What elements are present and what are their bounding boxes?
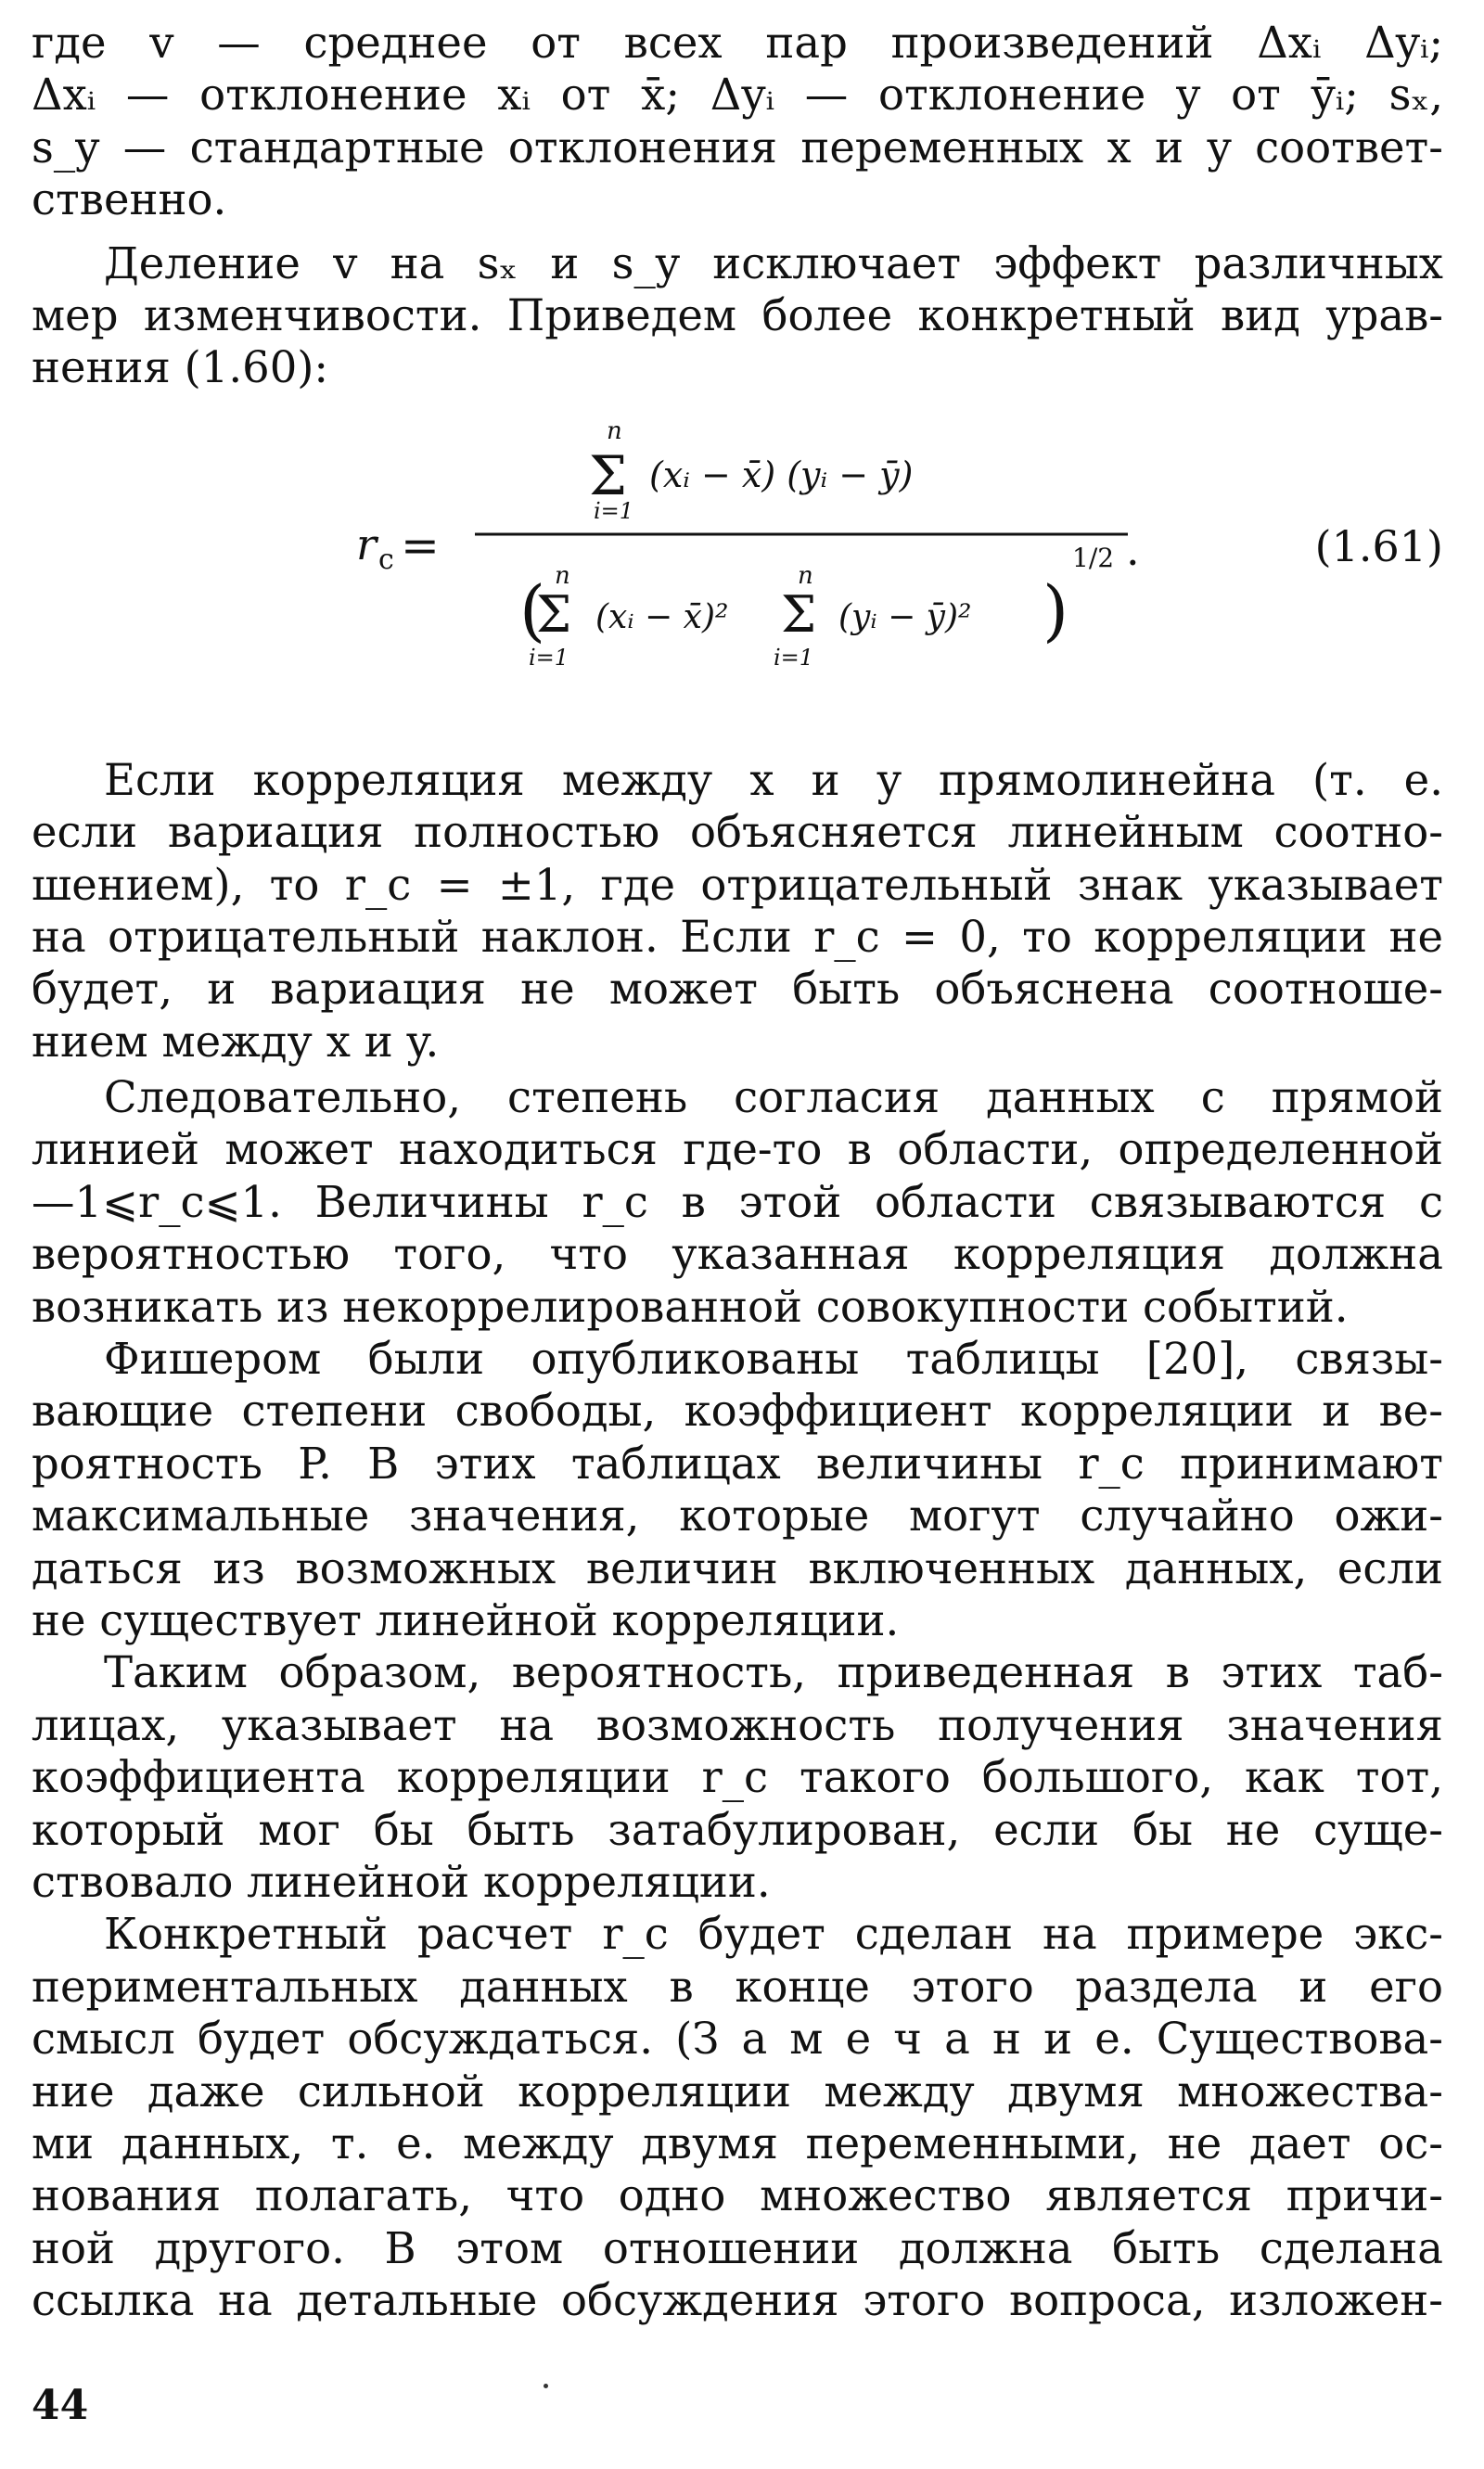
num-sum-lower: i=1 — [594, 497, 634, 524]
formula-lhs: r — [356, 518, 377, 569]
equation-number: (1.61) — [1314, 520, 1443, 571]
text-line: Δxᵢ — отклонение xᵢ от x̄; Δyᵢ — отклонение y от ȳᵢ; sₓ, — [32, 70, 1443, 121]
den-paren-open: ( — [519, 570, 546, 649]
formula-dot: . — [1126, 524, 1140, 575]
text-line: не существует линейной корреляции. — [32, 1594, 900, 1645]
text-line: лицах, указывает на возможность получения значения — [32, 1699, 1443, 1750]
formula-1-61 — [32, 402, 1443, 728]
text-line: вероятностью того, что указанная корреляция должна — [32, 1229, 1443, 1280]
text-line: Если корреляция между x и y прямолинейна (т. е. — [104, 754, 1443, 805]
text-line: если вариация полностью объясняется линейным соотно- — [32, 807, 1443, 858]
formula-svg — [32, 402, 1443, 728]
text-line: который мог бы быть затабулирован, если бы не суще- — [32, 1804, 1443, 1855]
text-line: периментальных данных в конце этого раздела и его — [32, 1961, 1443, 2012]
text-line: роятность P. В этих таблицах величины r_c принимают — [32, 1438, 1443, 1489]
paragraph-1 — [32, 17, 1443, 226]
paragraph-3 — [32, 754, 1443, 1068]
formula-exponent: 1/2 — [1072, 542, 1115, 573]
paragraph-4 — [32, 1071, 1443, 1333]
text-line: Конкретный расчет r_c будет сделан на примере экс- — [104, 1909, 1443, 1960]
paragraph-6 — [32, 1646, 1443, 1908]
text-line: шением), то r_c = ±1, где отрицательный знак указывает — [32, 859, 1443, 910]
text-line: максимальные значения, которые могут случайно ожи- — [32, 1490, 1443, 1542]
text-line: s_y — стандартные отклонения переменных x и y соответ- — [32, 122, 1443, 173]
text-line: будет, и вариация не может быть объяснена соотноше- — [32, 964, 1443, 1015]
text-line: нования полагать, что одно множество является причи- — [32, 2170, 1443, 2221]
text-line: Таким образом, вероятность, приведенная в этих таб- — [104, 1647, 1443, 1698]
den-term-2: (yᵢ − ȳ)² — [838, 597, 972, 636]
text-line: ссылка на детальные обсуждения этого вопроса, изложен- — [32, 2275, 1443, 2326]
text-line: Деление v на sₓ и s_y исключает эффект различных — [104, 237, 1443, 288]
text-line: коэффициента корреляции r_c такого большого, как тот, — [32, 1752, 1443, 1803]
text-line: Следовательно, степень согласия данных с прямой — [104, 1072, 1443, 1123]
text-line: на отрицательный наклон. Если r_c = 0, то корреляции не — [32, 911, 1443, 962]
text-line: ствовало линейной корреляции. — [32, 1856, 771, 1907]
text-line: Фишером были опубликованы таблицы [20], связы- — [104, 1334, 1443, 1385]
page-content — [32, 17, 1443, 2326]
text-line: нием между x и y. — [32, 1016, 440, 1067]
paragraph-5 — [32, 1333, 1443, 1646]
page-number: 44 — [32, 2382, 89, 2429]
text-line: ственно. — [32, 174, 227, 225]
formula-lhs-sub: c — [378, 543, 394, 576]
den-sum1-lower: i=1 — [529, 644, 569, 671]
text-line: ми данных, т. е. между двумя переменными, не дает ос- — [32, 2117, 1443, 2168]
den-sum1-sigma: Σ — [536, 584, 572, 644]
den-term-1: (xᵢ − x̄)² — [595, 597, 729, 636]
formula-numerator: (xᵢ − x̄) (yᵢ − ȳ) — [649, 454, 914, 495]
text-line: мер изменчивости. Приведем более конкретный вид урав- — [32, 289, 1443, 340]
den-sum2-upper: n — [798, 561, 813, 590]
formula-equals: = — [401, 518, 440, 572]
num-sum-upper: n — [607, 416, 622, 445]
text-line: смысл будет обсуждаться. (З а м е ч а н и е. Существова- — [32, 2014, 1443, 2065]
text-line: даться из возможных величин включенных данных, если — [32, 1542, 1443, 1593]
text-line: где v — среднее от всех пар произведений Δxᵢ Δyᵢ; — [32, 18, 1443, 68]
text-line: возникать из некоррелированной совокупности событий. — [32, 1281, 1349, 1332]
paragraph-2 — [32, 237, 1443, 394]
den-sum2-lower: i=1 — [774, 644, 814, 671]
text-line: вающие степени свободы, коэффициент корреляции и ве- — [32, 1386, 1443, 1437]
den-sum2-sigma: Σ — [781, 584, 817, 644]
den-sum1-upper: n — [555, 561, 570, 590]
text-line: —1⩽r_c⩽1. Величины r_c в этой области связываются с — [32, 1176, 1443, 1227]
text-line: ной другого. В этом отношении должна быть сделана — [32, 2222, 1443, 2273]
num-sum-sigma: Σ — [589, 443, 628, 507]
text-line: линией может находиться где-то в области, определенной — [32, 1124, 1443, 1175]
text-line: ние даже сильной корреляции между двумя множества- — [32, 2066, 1443, 2117]
den-paren-close: ) — [1043, 570, 1069, 649]
text-line: нения (1.60): — [32, 342, 329, 393]
paragraph-7 — [32, 1908, 1443, 2326]
scan-dot — [544, 2384, 548, 2388]
